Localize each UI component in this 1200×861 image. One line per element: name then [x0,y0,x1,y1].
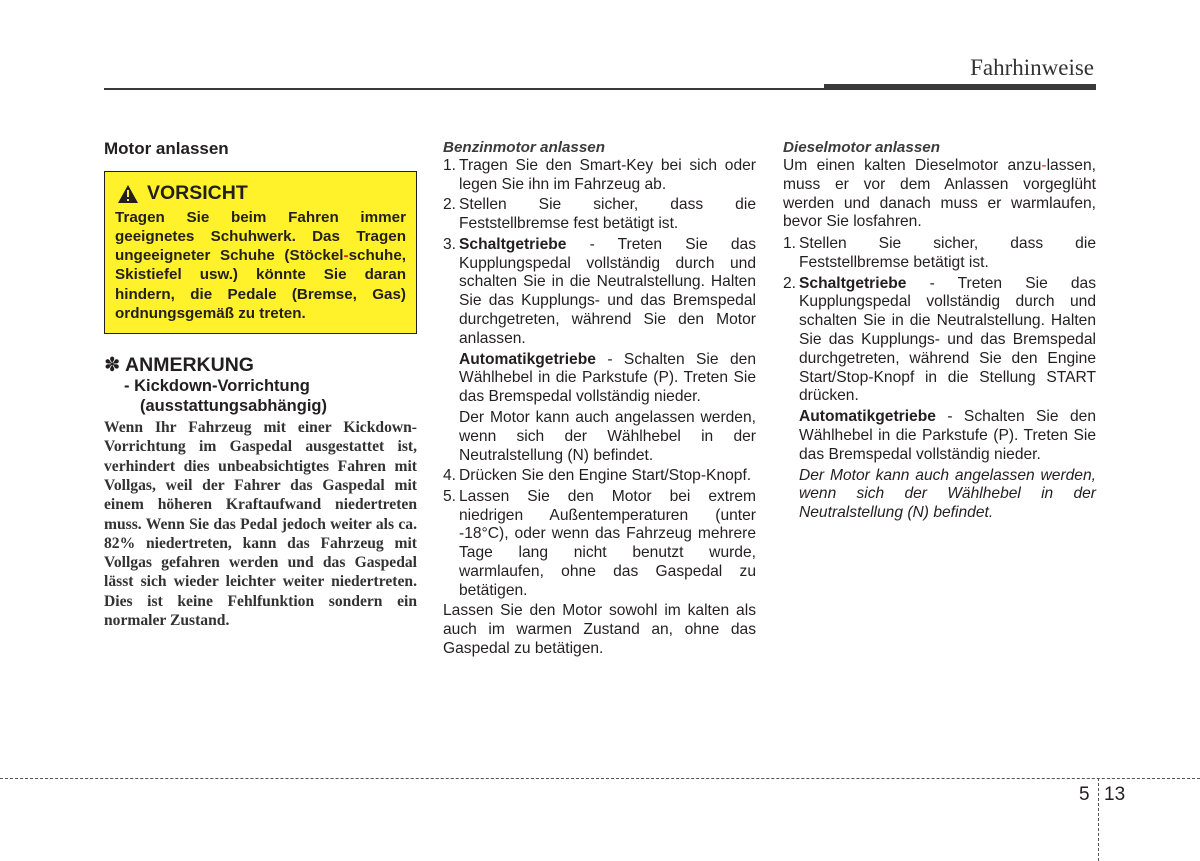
warning-title-row [115,184,406,204]
subheading-dieselmotor: Dieselmotor anlassen [783,139,940,156]
note-subheading: - Kickdown-Vorrichtung (ausstattungsabhängig) [124,377,328,416]
list-item: 2. Stellen Sie sicher, dass die Feststellbremse fest betätigt ist. [443,196,756,233]
intro-paragraph: Um einen kalten Dieselmotor anzu-lassen, muss er vor dem Anlassen vorgeglüht werden und danach muss er warmlaufen, bevor Sie losfahren. [783,157,1096,231]
list-item: 5. Lassen Sie den Motor bei extrem niedrigen Außentemperaturen (unter -18°C), oder wenn das Fahrzeug mehrere Tage lang nicht benutzt wurde, warmlaufen, ohne das Gaspedal zu betätigen. [443,487,756,599]
hyphen-mark: - [343,247,349,265]
note-body: Wenn Ihr Fahrzeug mit einer Kickdown-Vorrichtung im Gaspedal ausgestattet ist, verhindert dies unbeabsichtigtes Fahren mit Vollgas, weil der Fahrer das Gaspedal mit einem höheren Kraftaufwand niedertreten muss. Wenn Sie das Pedal jedoch weiter als ca. 82% niedertreten, kann das Fahrzeug mit Vollgas gefahren werden und das Gaspedal lässt sich wieder leichter weiter niedertreten. Dies ist keine Fehlfunktion sondern ein normaler Zustand. [104,419,417,629]
steps-benzin [443,157,756,601]
footer-divider [1098,778,1099,861]
warning-box [104,171,417,334]
subheading-benzinmotor: Benzinmotor anlassen [443,139,606,156]
list-item: 1. Tragen Sie den Smart-Key bei sich oder legen Sie ihn im Fahrzeug ab. [443,157,756,193]
neutral-text: Der Motor kann auch angelassen werden, wenn sich der Wählhebel in der Neutralstellung (N) befindet. [459,408,756,464]
steps-diesel [783,235,1096,523]
column-right [783,138,1096,525]
list-item: 3. Schaltgetriebe - Treten Sie das Kupplungspedal vollständig durch und schalten Sie in die Neutralstellung. Halten Sie das Kupplungs- und das Bremspedal durchgetreten, während Sie den Motor anlassen. Automatikgetriebe - Schalten Sie den Wählhebel in die Parkstufe (P). Treten Sie das Bremspedal vollständig nieder. Der Motor kann auch angelassen werden, wenn sich der Wählhebel in der Neutralstellung (N) befindet. [443,235,756,464]
warning-title: VORSICHT [147,182,248,205]
header-title: Fahrhinweise [970,55,1094,80]
chapter-number: 5 [1079,784,1090,805]
list-item: 4. Drücken Sie den Engine Start/Stop-Knopf. [443,467,752,485]
list-item: 1. Stellen Sie sicher, dass die Feststellbremse betätigt ist. [783,235,1096,271]
warning-triangle-icon [117,184,139,204]
footer-rule [0,778,1200,779]
header-rule-accent [824,84,1096,90]
column-middle [443,138,756,659]
section-heading-motor-anlassen: Motor anlassen [104,139,229,158]
list-item: 2. Schaltgetriebe - Treten Sie das Kupplungspedal vollständig durch und schalten Sie in die Neutralstellung. Halten Sie das Kupplungs- und das Bremspedal durchgetreten, während Sie den Engine Start/Stop-Knopf in die Stellung START drücken. Automatikgetriebe - Schalten Sie den Wählhebel in die Parkstufe (P). Treten Sie das Bremspedal vollständig nieder. Der Motor kann auch angelassen werden, wenn sich der Wählhebel in der Neutralstellung (N) befindet. [783,274,1096,522]
warning-text: Tragen Sie beim Fahren immer geeignetes Schuhwerk. Das Tragen ungeeigneter Schuhe (Stöckel-schuhe, Skistiefel usw.) könnte Sie daran hindern, die Pedale (Bremse, Gas) ordnungsgemäß zu treten. [115,208,406,322]
closing-paragraph: Lassen Sie den Motor sowohl im kalten als auch im warmen Zustand an, ohne das Gaspedal zu betätigen. [443,602,756,657]
automatic-label: Automatikgetriebe [459,350,596,368]
hyphen-mark: - [1041,157,1047,174]
page-number: 13 [1104,784,1126,805]
note-heading: ✽ ANMERKUNG [104,354,254,377]
automatic-label: Automatikgetriebe [799,408,936,426]
neutral-text: Der Motor kann auch angelassen werden, wenn sich der Wählhebel in der Neutralstellung (N) befindet. [799,466,1096,522]
column-left [104,138,417,630]
